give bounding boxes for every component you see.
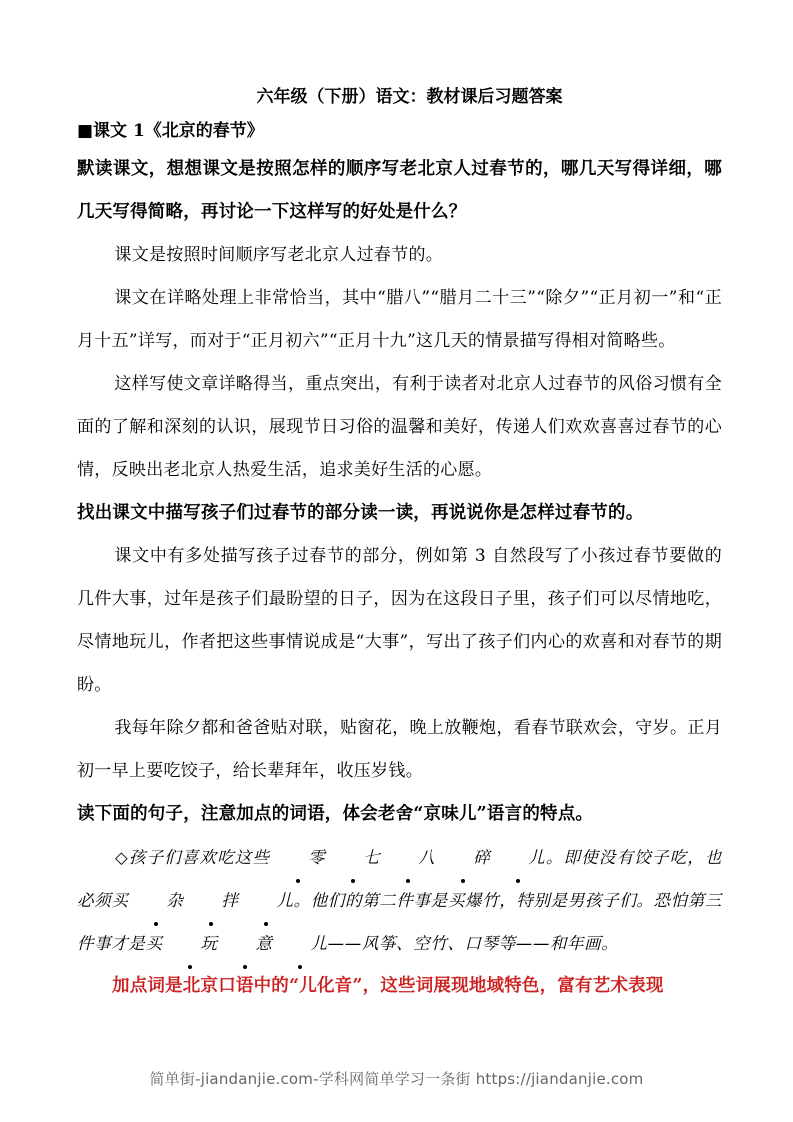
question-3: 读下面的句子，注意加点的词语，体会老舍“京味儿”语言的特点。 xyxy=(77,804,594,824)
dotted-char: 七 xyxy=(325,836,380,879)
dotted-word-2 xyxy=(128,891,293,910)
question-2: 找出课文中描写孩子们过春节的部分读一读，再说说你是怎样过春节的。 xyxy=(77,503,644,523)
dotted-word-3 xyxy=(163,934,328,953)
dotted-char: 碎 xyxy=(435,836,490,879)
section-heading: ■课文 1《北京的春节》 xyxy=(77,121,264,141)
dotted-char: 儿 xyxy=(490,836,545,879)
quote-text-4: ——风筝、空竹、口琴等——和年画。 xyxy=(327,934,619,953)
dotted-word-1 xyxy=(270,848,545,867)
document-title: 六年级（下册）语文：教材课后习题答案 xyxy=(256,87,563,107)
answer-2-paragraph-2: 我每年除夕都和爸爸贴对联，贴窗花，晚上放鞭炮，看春节联欢会，守岁。正月初一早上要吃饺子，给长辈拜年，收压岁钱。 xyxy=(77,718,722,781)
dotted-char: 杂 xyxy=(128,879,183,922)
answer-1-paragraph-1: 课文是按照时间顺序写老北京人过春节的。 xyxy=(114,245,444,265)
dotted-char: 拌 xyxy=(183,879,238,922)
quote-text-1: ◇孩子们喜欢吃这些 xyxy=(114,848,271,867)
answer-1-paragraph-3: 这样写使文章详略得当，重点突出，有利于读者对北京人过春节的风俗习惯有全面的了解和深刻的认识，展现节日习俗的温馨和美好，传递人们欢欢喜喜过春节的心情，反映出老北京人热爱生活，追求美好生活的心愿。 xyxy=(77,374,722,480)
document-page xyxy=(77,80,722,1008)
question-1: 默读课文，想想课文是按照怎样的顺序写老北京人过春节的，哪几天写得详细，哪几天写得简略，再讨论一下这样写的好处是什么？ xyxy=(77,159,722,222)
dotted-char: 玩 xyxy=(163,922,218,965)
quoted-passage xyxy=(77,836,722,965)
page-footer: 简单街-jiandanjie.com-学科网简单学习一条街 https://jiandanjie.com xyxy=(149,1070,644,1088)
dotted-char: 零 xyxy=(270,836,325,879)
answer-2-paragraph-1: 课文中有多处描写孩子过春节的部分，例如第 3 自然段写了小孩过春节要做的几件大事，过年是孩子们最盼望的日子，因为在这段日子里，孩子们可以尽情地吃，尽情地玩儿，作者把这些事情说成是“大事”，写出了孩子们内心的欢喜和对春节的期盼。 xyxy=(77,546,722,695)
quote-text-2: 。即使没有饺子吃，也必须买 xyxy=(77,848,723,910)
dotted-char: 八 xyxy=(380,836,435,879)
answer-3-note: 加点词是北京口语中的“儿化音”，这些词展现地域特色，富有艺术表现 xyxy=(112,976,664,996)
dotted-char: 儿 xyxy=(273,922,328,965)
answer-1-paragraph-2: 课文在详略处理上非常恰当，其中“腊八”“腊月二十三”“除夕”“正月初一”和“正月十五”详写，而对于“正月初六”“正月十九”这几天的情景描写得相对简略些。 xyxy=(77,288,722,351)
quote-text-3: 。他们的第二件事是买爆竹，特别是男孩子们。恐怕第三件事才是买 xyxy=(77,891,722,953)
dotted-char: 儿 xyxy=(239,879,294,922)
dotted-char: 意 xyxy=(218,922,273,965)
